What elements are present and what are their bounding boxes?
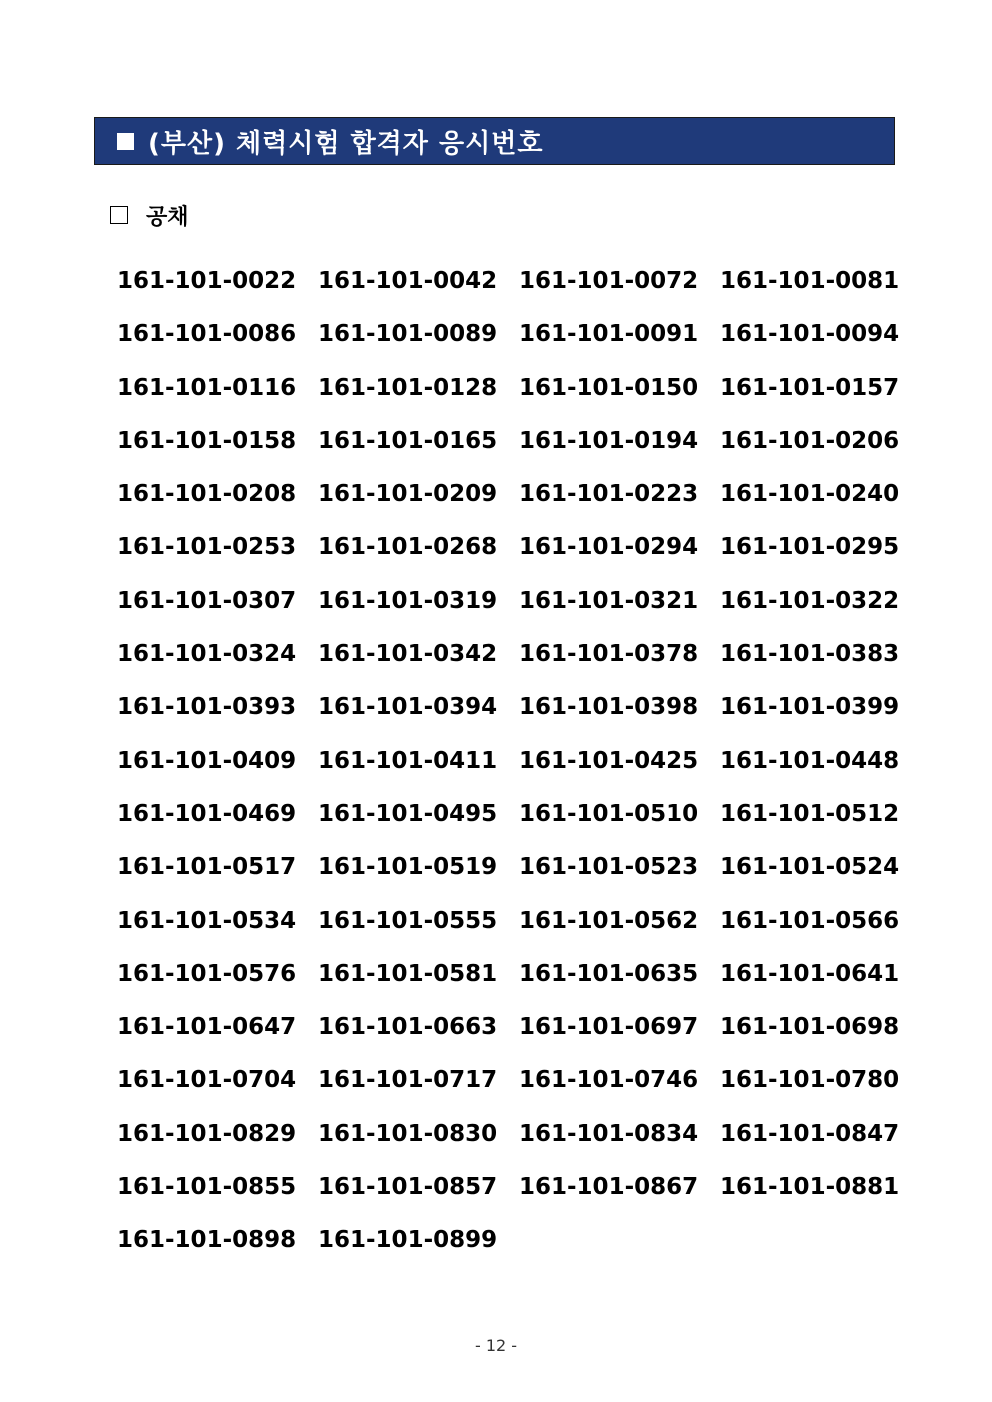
candidate-number: 161-101-0194: [519, 427, 699, 454]
candidate-number: 161-101-0576: [117, 960, 297, 987]
candidate-number: 161-101-0223: [519, 481, 699, 508]
candidate-number: 161-101-0635: [519, 960, 699, 987]
candidate-number: 161-101-0517: [117, 854, 297, 881]
candidate-number: 161-101-0647: [117, 1014, 297, 1041]
candidate-number: 161-101-0717: [318, 1067, 498, 1094]
candidate-number: 161-101-0157: [720, 374, 900, 401]
candidate-number: 161-101-0321: [519, 587, 699, 614]
candidate-number: 161-101-0295: [720, 534, 900, 561]
candidate-number: 161-101-0698: [720, 1014, 900, 1041]
candidate-number: 161-101-0830: [318, 1120, 498, 1147]
candidate-number: 161-101-0399: [720, 694, 900, 721]
candidate-number: 161-101-0523: [519, 854, 699, 881]
candidate-number: 161-101-0042: [318, 268, 498, 294]
candidate-number: 161-101-0834: [519, 1120, 699, 1147]
candidate-number: 161-101-0081: [720, 268, 900, 294]
candidate-number: 161-101-0555: [318, 907, 498, 934]
candidate-number: 161-101-0268: [318, 534, 498, 561]
candidate-number: 161-101-0519: [318, 854, 498, 881]
candidate-number: 161-101-0165: [318, 427, 498, 454]
candidate-number: 161-101-0411: [318, 747, 498, 774]
candidate-number: 161-101-0857: [318, 1174, 498, 1201]
subsection-label: 공채: [146, 204, 189, 230]
candidate-number: 161-101-0898: [117, 1227, 297, 1254]
candidate-number: 161-101-0663: [318, 1014, 498, 1041]
candidate-number: 161-101-0534: [117, 907, 297, 934]
candidate-number: 161-101-0409: [117, 747, 297, 774]
candidate-number: 161-101-0881: [720, 1174, 900, 1201]
candidate-number: 161-101-0383: [720, 641, 900, 668]
candidate-number: 161-101-0524: [720, 854, 900, 881]
candidate-number: 161-101-0425: [519, 747, 699, 774]
candidate-number: 161-101-0448: [720, 747, 900, 774]
candidate-number: 161-101-0208: [117, 481, 297, 508]
candidate-number: 161-101-0398: [519, 694, 699, 721]
candidate-number: 161-101-0240: [720, 481, 900, 508]
empty-square-bullet-icon: [110, 206, 128, 224]
candidate-number: 161-101-0847: [720, 1120, 900, 1147]
page-number: - 12 -: [474, 1336, 518, 1355]
candidate-number: 161-101-0307: [117, 587, 297, 614]
candidate-number: 161-101-0322: [720, 587, 900, 614]
candidate-number: 161-101-0704: [117, 1067, 297, 1094]
candidate-number: 161-101-0510: [519, 800, 699, 827]
candidate-number: 161-101-0158: [117, 427, 297, 454]
candidate-number: 161-101-0393: [117, 694, 297, 721]
candidate-number: 161-101-0324: [117, 641, 297, 668]
candidate-number: 161-101-0022: [117, 268, 297, 294]
candidate-number: 161-101-0899: [318, 1227, 498, 1254]
candidate-number-list: [117, 262, 900, 1275]
candidate-number: 161-101-0209: [318, 481, 498, 508]
candidate-number: 161-101-0394: [318, 694, 498, 721]
candidate-number: 161-101-0342: [318, 641, 498, 668]
candidate-number: 161-101-0641: [720, 960, 900, 987]
candidate-number: 161-101-0089: [318, 321, 498, 348]
candidate-number: 161-101-0294: [519, 534, 699, 561]
candidate-number: 161-101-0469: [117, 800, 297, 827]
candidate-number: 161-101-0780: [720, 1067, 900, 1094]
subsection-heading: [110, 200, 189, 230]
candidate-number: 161-101-0855: [117, 1174, 297, 1201]
candidate-number: 161-101-0697: [519, 1014, 699, 1041]
candidate-number: 161-101-0562: [519, 907, 699, 934]
candidate-number: 161-101-0206: [720, 427, 900, 454]
candidate-number: 161-101-0253: [117, 534, 297, 561]
candidate-number: 161-101-0495: [318, 800, 498, 827]
candidate-number: 161-101-0072: [519, 268, 699, 294]
square-bullet-icon: [117, 133, 134, 150]
candidate-number: 161-101-0566: [720, 907, 900, 934]
section-title-bar: [94, 117, 895, 165]
candidate-number: 161-101-0746: [519, 1067, 699, 1094]
candidate-number: 161-101-0116: [117, 374, 297, 401]
candidate-number: 161-101-0128: [318, 374, 498, 401]
candidate-number: 161-101-0086: [117, 321, 297, 348]
candidate-number: 161-101-0867: [519, 1174, 699, 1201]
candidate-number: 161-101-0091: [519, 321, 699, 348]
candidate-number: 161-101-0378: [519, 641, 699, 668]
section-title: (부산) 체력시험 합격자 응시번호: [148, 128, 544, 159]
candidate-number: 161-101-0150: [519, 374, 699, 401]
candidate-number: 161-101-0094: [720, 321, 900, 348]
candidate-number: 161-101-0581: [318, 960, 498, 987]
candidate-number: 161-101-0829: [117, 1120, 297, 1147]
candidate-number: 161-101-0319: [318, 587, 498, 614]
candidate-number: 161-101-0512: [720, 800, 900, 827]
